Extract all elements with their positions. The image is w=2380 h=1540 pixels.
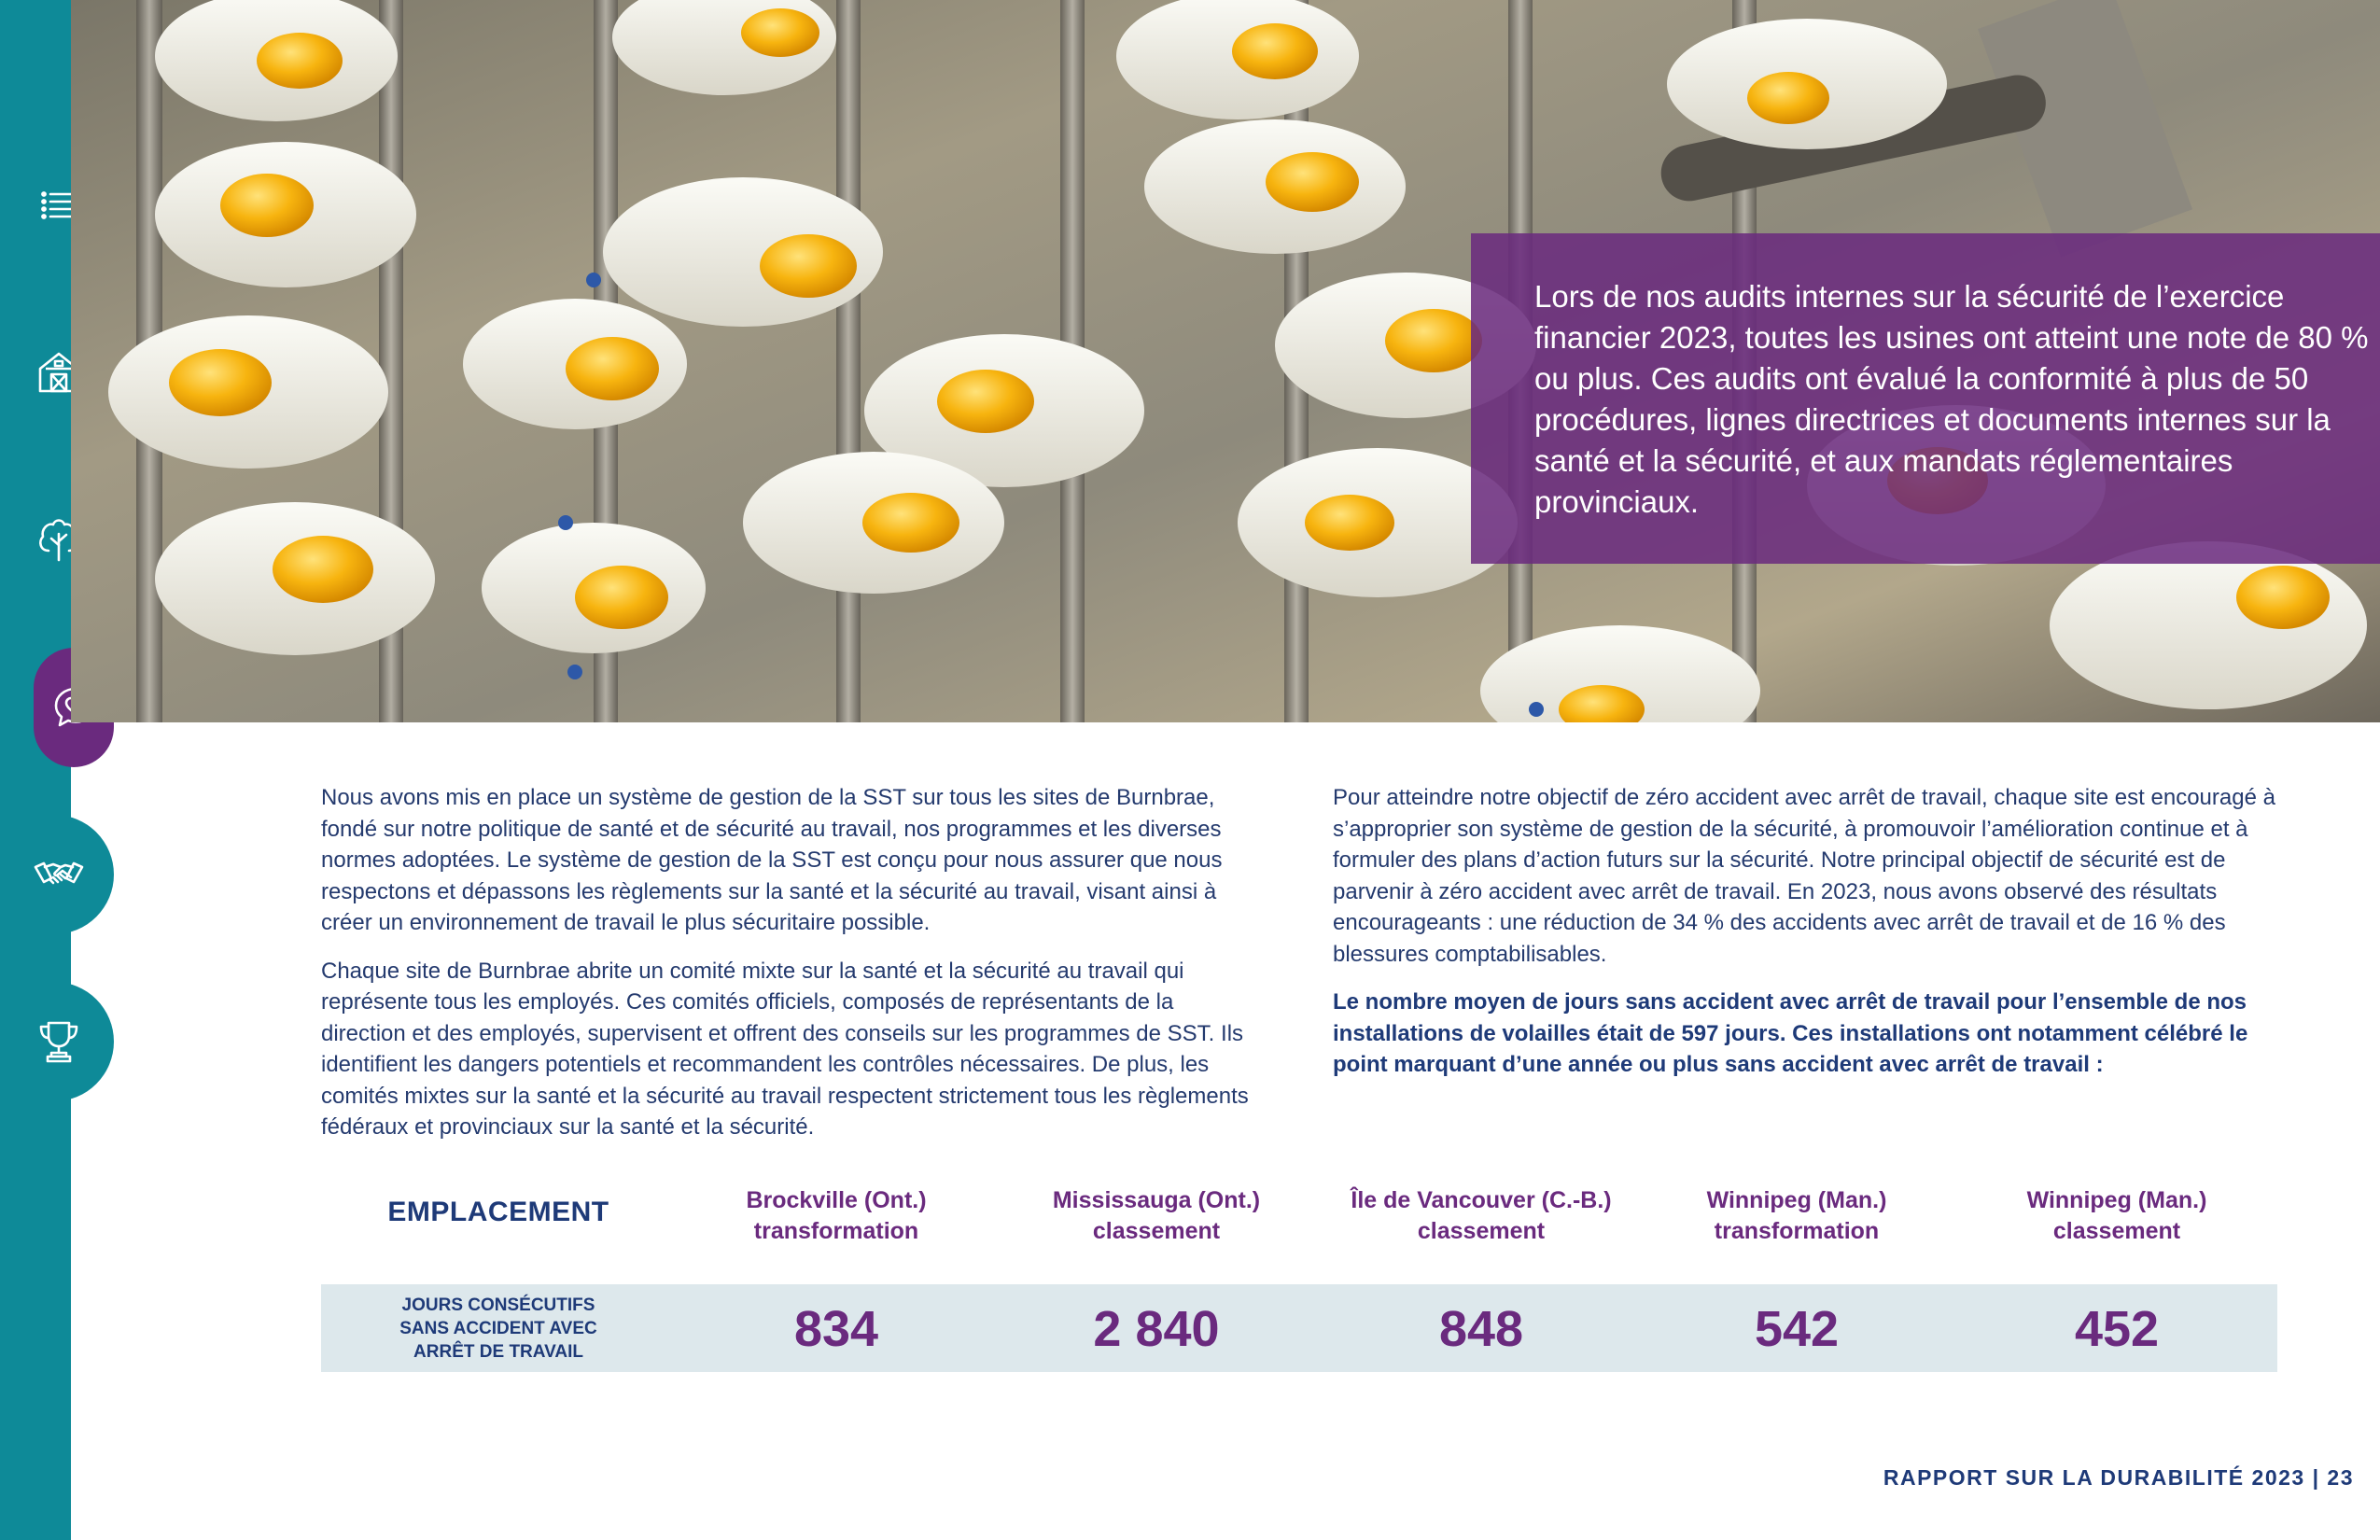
average-days-paragraph: Le nombre moyen de jours sans accident avec arrêt de travail pour l’ensemble de nos installations de volailles était de 597 jours. Ces installations ont notamment célébré le point marquant d’une année ou plus sans accident avec arrêt de travail : bbox=[1333, 989, 2248, 1077]
zero-accident-paragraph: Pour atteindre notre objectif de zéro accident avec arrêt de travail, chaque site est encouragé à s’approprier son système de gestion de la sécurité, à promouvoir l’amélioration continue et à formuler des plans d’action futurs sur la sécurité. Notre principal objectif de sécurité est de parvenir à zéro accident avec arrêt de travail. En 2023, nous avons observé des résultats encourageants : une réduction de 34 % des accidents avec arrêt de travail et de 16 % des blessures comptabilisables. bbox=[1333, 785, 2275, 967]
ohs-system-paragraph: Nous avons mis en place un système de gestion de la SST sur tous les sites de Burnbrae, fondé sur notre politique de santé et de sécurité au travail, nos programmes et les diverses normes adoptées. Le système de gestion de la SST est conçu pour nous assurer que nous respectons et dépassons les règlements sur la santé et la sécurité au travail, visant ainsi à créer un environnement de travail le plus sécuritaire possible. bbox=[321, 785, 1223, 935]
column-header: Winnipeg (Man.) classement bbox=[2026, 1187, 2207, 1244]
column-header: Winnipeg (Man.) transformation bbox=[1706, 1187, 1887, 1244]
nav-tab-trophy[interactable] bbox=[0, 982, 114, 1101]
audit-callout-text: Lors de nos audits internes sur la sécurité de l’exercice financier 2023, toutes les usines ont atteint une note de 80 % ou plus. Ces audits ont évalué la conformité à plus de 50 procédures, lignes directrices et documents internes sur la santé et la sécurité, et aux mandats réglementaires provinciaux. bbox=[1534, 279, 2369, 519]
handshake-icon bbox=[33, 848, 85, 901]
table-cell-value: 542 bbox=[1754, 1301, 1840, 1357]
trophy-icon bbox=[33, 1015, 85, 1068]
page-footer: RAPPORT SUR LA DURABILITÉ 2023 | 23 bbox=[1883, 1465, 2354, 1490]
audit-callout bbox=[1471, 233, 2380, 564]
egg-processing-photo bbox=[71, 0, 2380, 722]
table-row bbox=[321, 1284, 2277, 1372]
location-header: EMPLACEMENT bbox=[387, 1197, 609, 1227]
body-column-left bbox=[321, 782, 1264, 1160]
table-header bbox=[321, 1185, 2277, 1260]
table-cell-value: 848 bbox=[1438, 1301, 1524, 1357]
column-header: Île de Vancouver (C.-B.) classement bbox=[1351, 1187, 1612, 1244]
joint-committee-paragraph: Chaque site de Burnbrae abrite un comité mixte sur la santé et la sécurité au travail qui représente tous les employés. Ces comités officiels, composés de représentants de la direction et des employés, supervisent et offrent des conseils sur les programmes de SST. Ils identifient les dangers potentiels et recommandent les contrôles nécessaires. De plus, les comités mixtes sur la santé et la sécurité au travail respectent strictement tous les règlements fédéraux et provinciaux sur la santé et la sécurité. bbox=[321, 958, 1249, 1140]
body-column-right bbox=[1333, 782, 2285, 1098]
table-cell-value: 2 840 bbox=[1093, 1301, 1220, 1357]
row-label: JOURS CONSÉCUTIFS SANS ACCIDENT AVEC ARRÊT DE TRAVAIL bbox=[399, 1295, 597, 1362]
table-cell-value: 834 bbox=[793, 1301, 879, 1357]
table-cell-value: 452 bbox=[2074, 1301, 2160, 1357]
column-header: Brockville (Ont.) transformation bbox=[746, 1187, 927, 1244]
column-header: Mississauga (Ont.) classement bbox=[1052, 1187, 1261, 1244]
nav-tab-handshake[interactable] bbox=[0, 815, 114, 934]
